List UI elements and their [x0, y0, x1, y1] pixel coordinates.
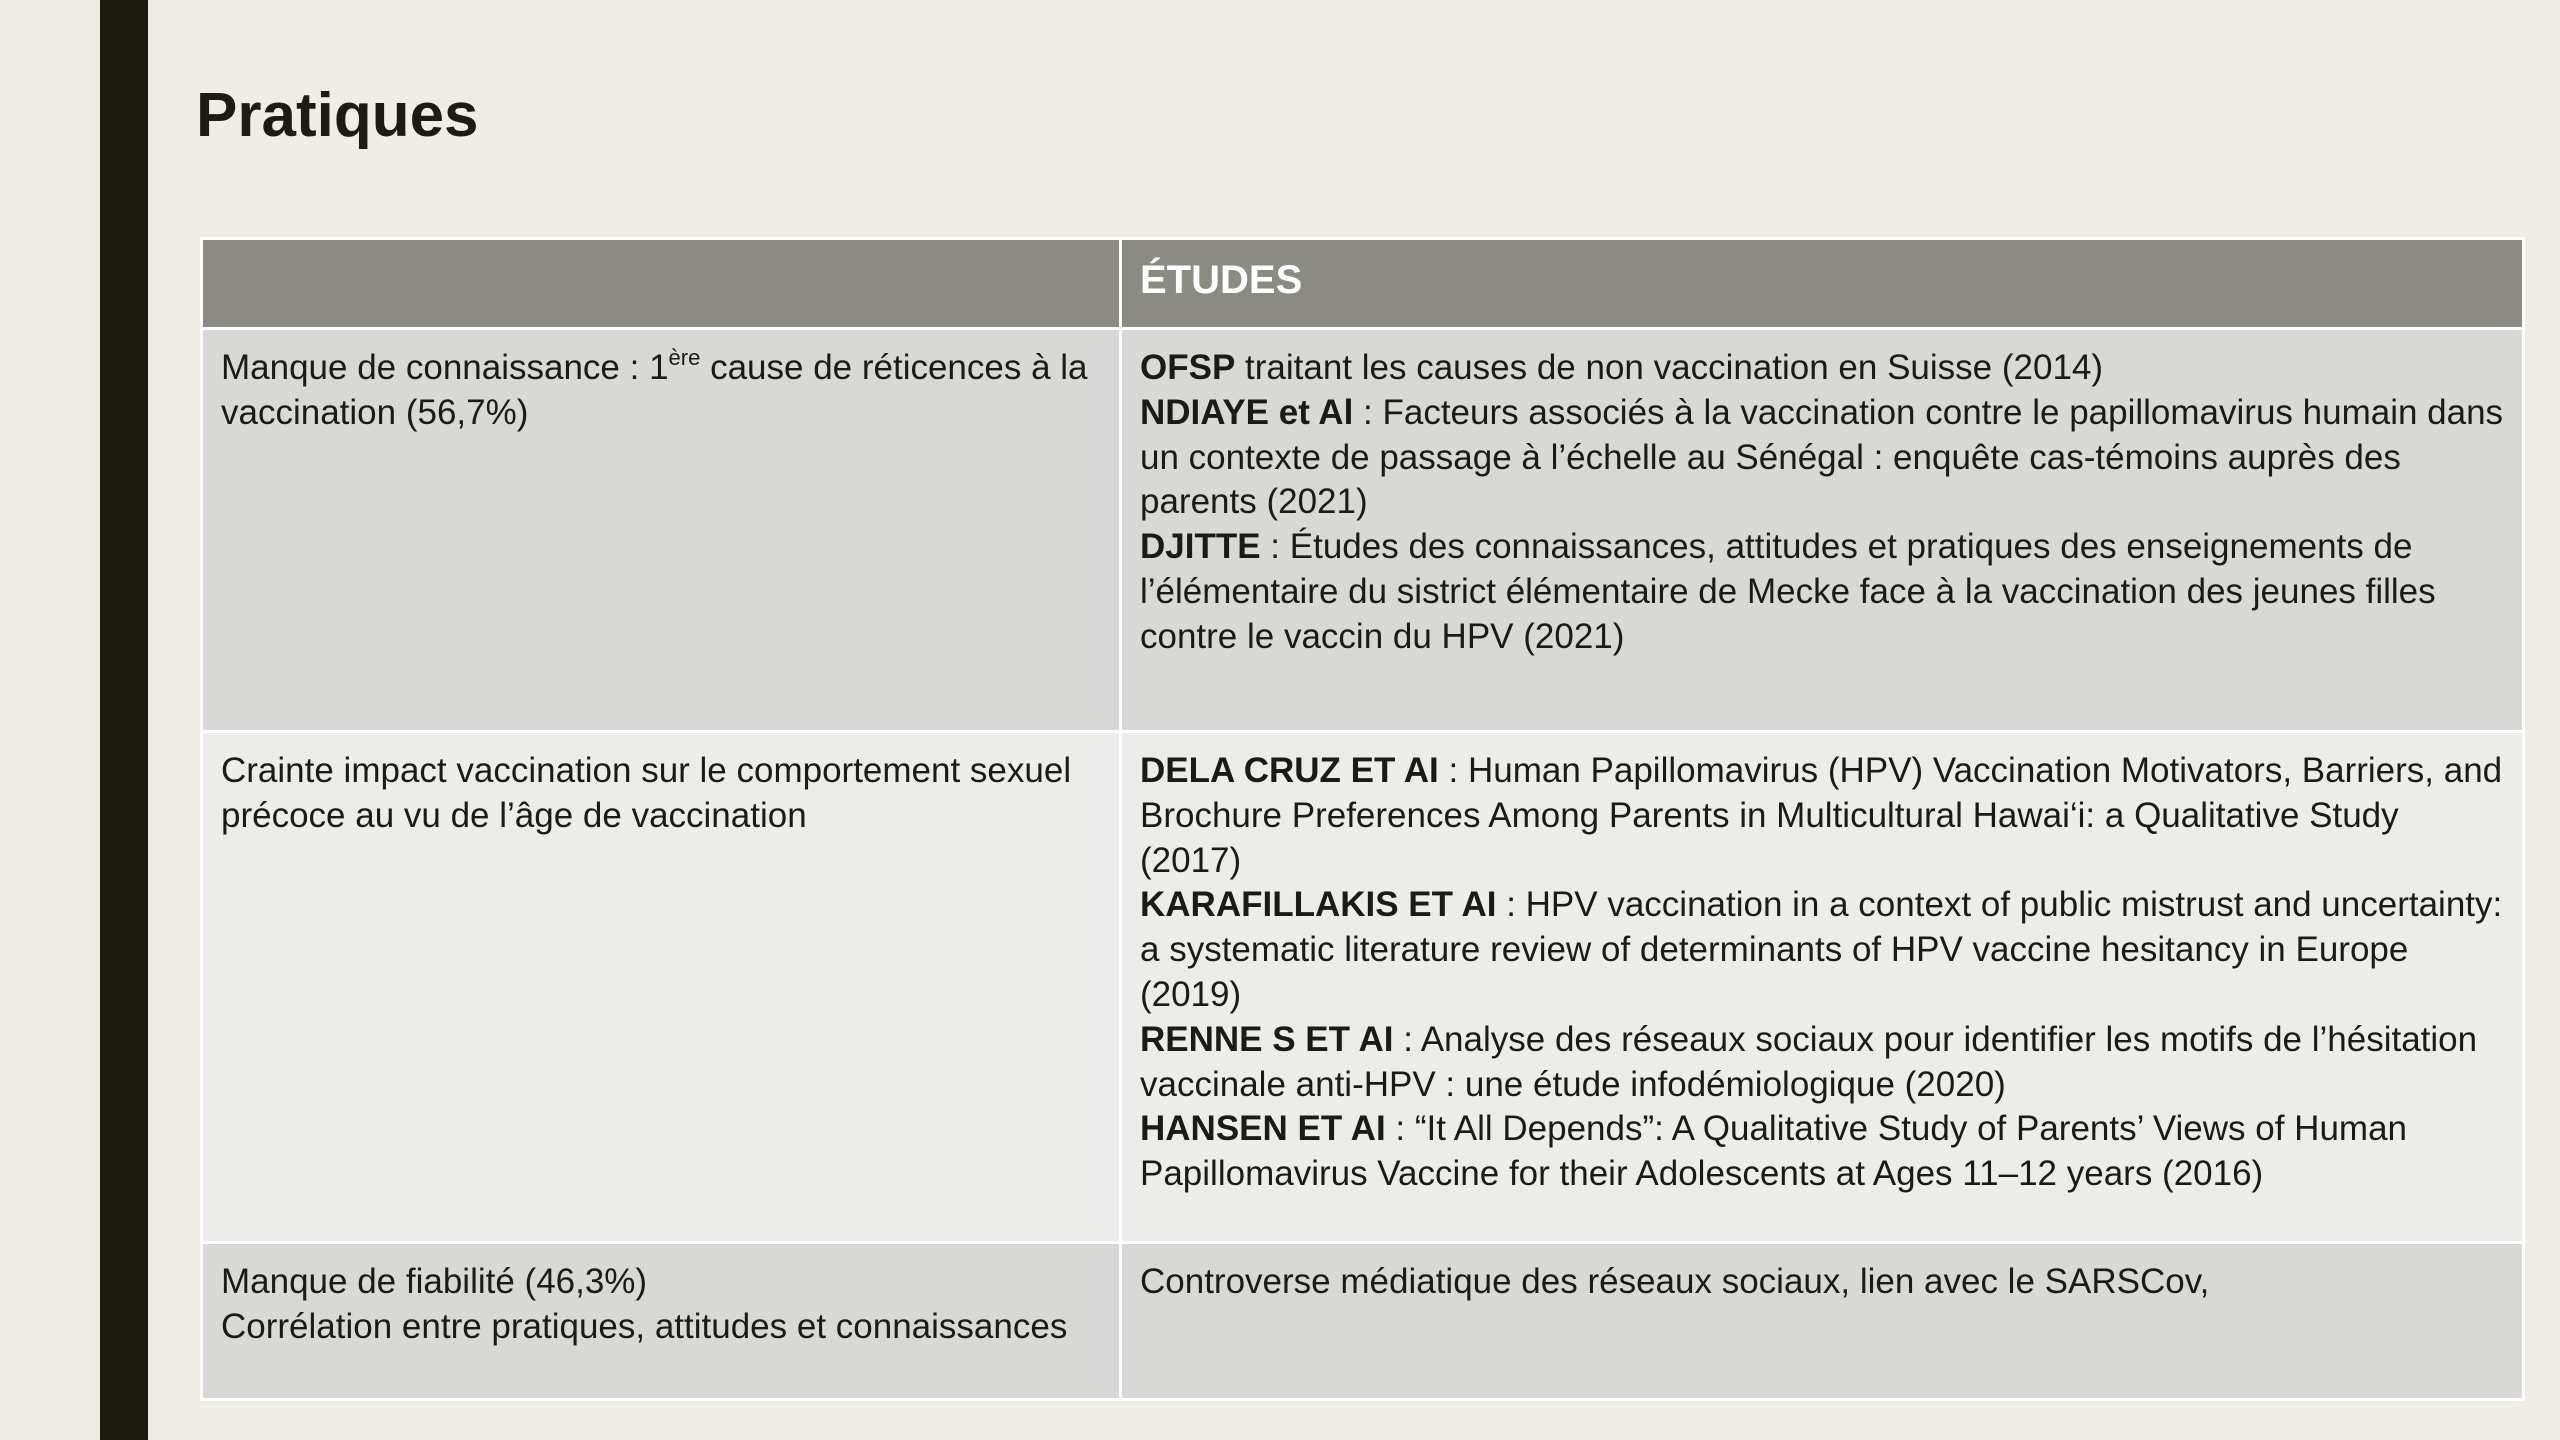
study-reference	[1140, 346, 2504, 391]
study-title: : “It All Depends”: A Qualitative Study of Parents’ Views of Human Papillomavirus Vaccine for their Adolescents at Ages 11–12 years (2016)	[1140, 1109, 2408, 1194]
study-author: DJITTE	[1140, 527, 1261, 567]
study-reference	[1140, 883, 2504, 1017]
study-reference	[1140, 1018, 2504, 1108]
header-cell-empty	[202, 239, 1121, 329]
study-title: traitant les causes de non vaccination en Suisse (2014)	[1235, 348, 2104, 387]
practice-text-cont: cause de réticences à la vaccination (56,7%)	[221, 348, 1088, 432]
studies-cell	[1121, 329, 2524, 732]
accent-bar	[100, 0, 148, 1440]
studies-cell	[1121, 732, 2524, 1243]
study-title: : Études des connaissances, attitudes et pratiques des enseignements de l’élémentaire du sistrict élémentaire de Mecke face à la vaccination des jeunes filles contre le vaccin du HPV (2021)	[1140, 527, 2436, 656]
study-note: Controverse médiatique des réseaux sociaux, lien avec le SARSCov,	[1140, 1262, 2210, 1301]
practice-text: Corrélation entre pratiques, attitudes et connaissances	[221, 1306, 1068, 1346]
studies-cell	[1121, 1243, 2524, 1400]
table-row	[202, 329, 2524, 732]
study-title: : Human Papillomavirus (HPV) Vaccination Motivators, Barriers, and Brochure Preferences Among Parents in Multicultural Hawai‘i: a Qualitative Study (2017)	[1140, 751, 2503, 880]
practice-text: Manque de fiabilité (46,3%)	[221, 1262, 648, 1301]
study-reference	[1140, 391, 2504, 525]
slide-title: Pratiques	[196, 81, 479, 150]
study-title: : Analyse des réseaux sociaux pour identifier les motifs de l’hésitation vaccinale anti-HPV : une étude infodémiologique (2020)	[1140, 1019, 2478, 1104]
study-reference	[1140, 525, 2504, 659]
practice-superscript: ère	[668, 345, 701, 370]
practice-text: Crainte impact vaccination sur le comportement sexuel précoce au vu de l’âge de vaccination	[221, 751, 1072, 835]
practice-cell	[202, 329, 1121, 732]
study-reference	[1140, 1107, 2504, 1197]
practice-cell	[202, 732, 1121, 1243]
table-row	[202, 1243, 2524, 1400]
study-author: OFSP	[1140, 348, 1236, 387]
header-cell-etudes: ÉTUDES	[1121, 239, 2524, 329]
table-row	[202, 732, 2524, 1243]
practice-cell	[202, 1243, 1121, 1400]
studies-table	[200, 237, 2525, 1401]
study-author: HANSEN ET AI	[1140, 1109, 1386, 1149]
study-author: RENNE S ET AI	[1140, 1019, 1394, 1059]
study-title: : Facteurs associés à la vaccination contre le papillomavirus humain dans un contexte de passage à l’échelle au Sénégal : enquête cas-témoins auprès des parents (2021)	[1140, 392, 2504, 522]
study-reference	[1140, 749, 2504, 883]
practice-text: Manque de connaissance : 1	[221, 348, 669, 387]
study-author: NDIAYE et Al	[1140, 392, 1354, 432]
study-author: KARAFILLAKIS ET AI	[1140, 885, 1497, 925]
table-header-row	[202, 239, 2524, 329]
study-author: DELA CRUZ ET AI	[1140, 751, 1439, 790]
study-title: : HPV vaccination in a context of public mistrust and uncertainty: a systematic literature review of determinants of HPV vaccine hesitancy in Europe (2019)	[1140, 885, 2503, 1014]
